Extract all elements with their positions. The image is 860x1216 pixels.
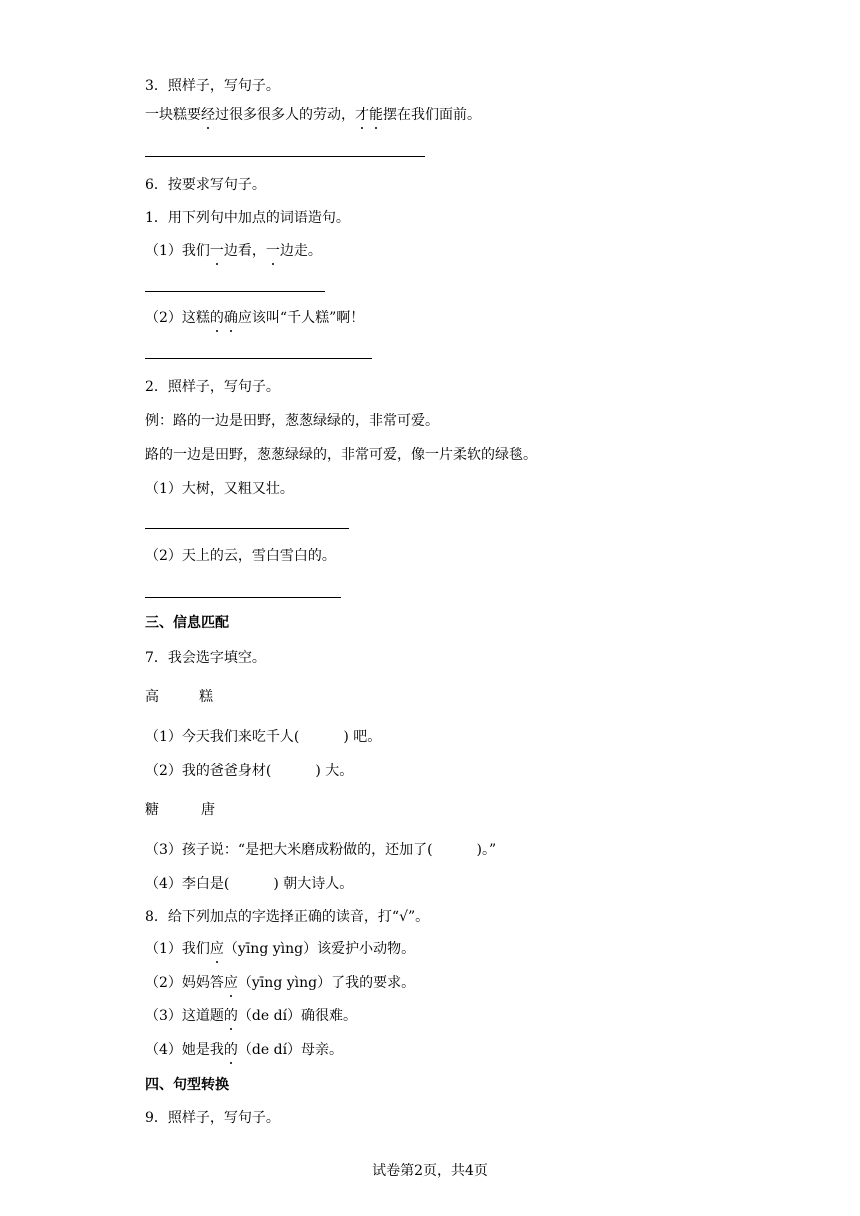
sentence-part: （2）妈妈答 — [145, 975, 224, 991]
pinyin-choice[interactable]: （de dí）母亲。 — [237, 1042, 344, 1058]
sentence-part: 过很多很多人的劳动， — [215, 107, 355, 123]
q3-title: 3．照样子，写句子。 — [145, 78, 280, 94]
q7-choices-1 — [145, 688, 213, 706]
pinyin-choice[interactable]: （yīng yìng）该爱护小动物。 — [223, 941, 416, 957]
q6-part2-item1: （1）大树，又粗又壮。 — [145, 481, 294, 497]
sentence-part: )。” — [476, 842, 497, 858]
q8-title: 8．给下列加点的字选择正确的读音，打“√”。 — [145, 909, 430, 925]
q7-title: 7．我会选字填空。 — [145, 650, 266, 666]
answer-line[interactable] — [145, 528, 349, 529]
choice-char: 高 — [145, 689, 159, 705]
choice-char: 唐 — [201, 802, 215, 818]
q8-item2 — [145, 974, 415, 992]
q6-part2-item2: （2）天上的云，雪白雪白的。 — [145, 548, 336, 564]
sentence-part: （2）我的爸爸身材( — [145, 763, 272, 779]
answer-line[interactable] — [145, 597, 341, 598]
sentence-part: （4）李白是( — [145, 876, 230, 892]
sentence-part: 应该叫“千人糕”啊！ — [237, 310, 365, 326]
q6-example-expanded: 路的一边是田野，葱葱绿绿的，非常可爱，像一片柔软的绿毯。 — [145, 447, 537, 463]
pinyin-choice[interactable]: （de dí）确很难。 — [237, 1008, 358, 1024]
dotted-char: 一 — [209, 243, 224, 259]
q8-item3 — [145, 1007, 357, 1025]
sentence-part: （1）我们 — [145, 243, 210, 259]
sentence-part: ) 朝大诗人。 — [273, 876, 354, 892]
q6-part2-title: 2．照样子，写句子。 — [145, 379, 280, 395]
sentence-part: 摆在我们面前。 — [383, 107, 481, 123]
sentence-part: 边走。 — [279, 243, 322, 259]
sentence-part: （1）我们 — [145, 941, 210, 957]
sentence-part: 一块糕要 — [145, 107, 201, 123]
sentence-part: 边看， — [223, 243, 266, 259]
dotted-char: 一 — [265, 243, 280, 259]
answer-line[interactable] — [145, 358, 372, 359]
sentence-part: （2）这糕 — [145, 310, 210, 326]
q8-item1 — [145, 940, 415, 958]
q3-sentence — [145, 106, 481, 124]
section3-heading: 三、信息匹配 — [145, 615, 229, 631]
dotted-char: 应 — [223, 975, 238, 991]
dotted-char: 确 — [223, 310, 238, 326]
dotted-char: 的 — [223, 1042, 238, 1058]
dotted-char: 应 — [209, 941, 224, 957]
q7-item4 — [145, 875, 353, 893]
sentence-part: （1）今天我们来吃千人( — [145, 729, 300, 745]
q6-title: 6．按要求写句子。 — [145, 177, 266, 193]
q8-item4 — [145, 1041, 343, 1059]
sentence-part: （4）她是我 — [145, 1042, 224, 1058]
answer-line[interactable] — [145, 156, 425, 157]
dotted-char: 才 — [355, 107, 369, 123]
pinyin-choice[interactable]: （yīng yìng）了我的要求。 — [237, 975, 416, 991]
q7-item1 — [145, 728, 381, 746]
page-footer: 试卷第2页，共4页 — [372, 1163, 488, 1179]
dotted-char: 的 — [209, 310, 224, 326]
sentence-part: （3）孩子说：“是把大米磨成粉做的，还加了( — [145, 842, 433, 858]
q6-part1-item1 — [145, 242, 322, 260]
sentence-part: （3）这道题 — [145, 1008, 224, 1024]
dotted-char: 经 — [201, 107, 215, 123]
q6-part1-item2 — [145, 309, 364, 327]
dotted-char: 能 — [369, 107, 383, 123]
q7-choices-2 — [145, 801, 215, 819]
q7-item2 — [145, 762, 353, 780]
choice-char: 糖 — [145, 802, 159, 818]
q6-part1-title: 1．用下列句中加点的词语造句。 — [145, 210, 350, 226]
answer-line[interactable] — [145, 291, 325, 292]
section4-heading: 四、句型转换 — [145, 1077, 229, 1093]
choice-char: 糕 — [199, 689, 213, 705]
q6-example: 例：路的一边是田野，葱葱绿绿的，非常可爱。 — [145, 413, 439, 429]
sentence-part: ) 大。 — [315, 763, 354, 779]
q7-item3 — [145, 841, 496, 859]
q9-title: 9．照样子，写句子。 — [145, 1110, 280, 1126]
sentence-part: ) 吧。 — [343, 729, 382, 745]
dotted-char: 的 — [223, 1008, 238, 1024]
